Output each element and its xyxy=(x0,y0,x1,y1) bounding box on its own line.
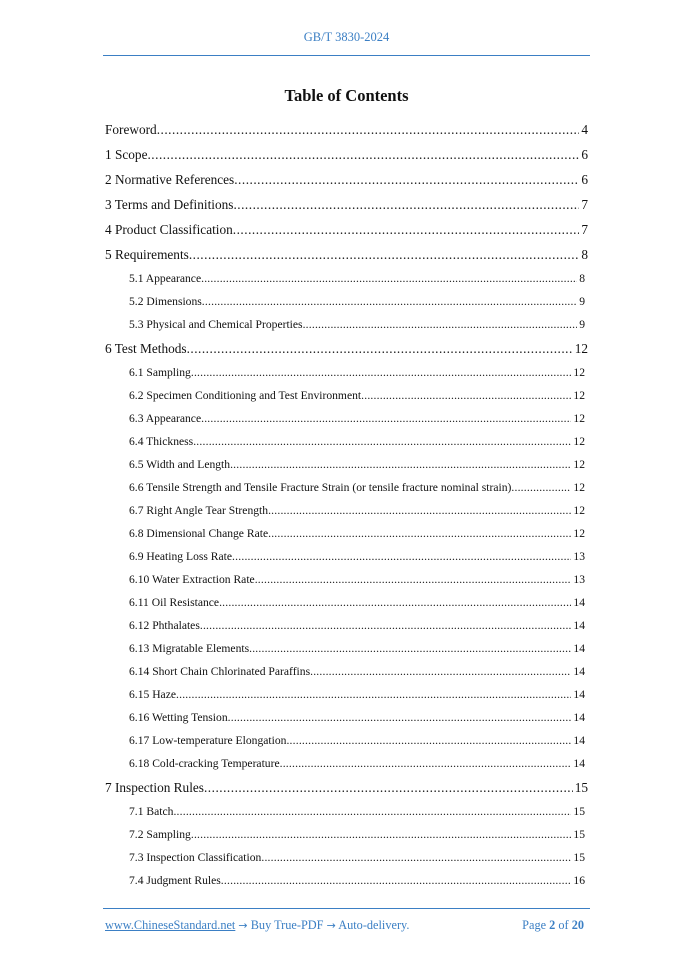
toc-entry-title: 6.10 Water Extraction Rate xyxy=(129,573,255,586)
toc-entry-page-number: 15 xyxy=(573,828,585,841)
toc-entry-title: 6.13 Migratable Elements xyxy=(129,642,250,655)
toc-entry[interactable] xyxy=(105,685,588,708)
page-current: 2 xyxy=(549,918,556,932)
toc-entry-page-number: 8 xyxy=(579,272,585,285)
toc-entry[interactable] xyxy=(105,501,588,524)
toc-dot-leader xyxy=(219,593,571,613)
toc-entry[interactable] xyxy=(105,169,588,194)
toc-entry[interactable] xyxy=(105,144,588,169)
toc-entry-title: 1 Scope xyxy=(105,147,148,162)
footer-delivery-text: Auto-delivery. xyxy=(338,918,410,932)
footer-buy-text: Buy True-PDF xyxy=(250,918,324,932)
toc-entry-page-number: 16 xyxy=(573,874,585,887)
toc-entry-title: 6.15 Haze xyxy=(129,688,176,701)
toc-dot-leader xyxy=(255,570,572,590)
toc-entry-page-number: 12 xyxy=(573,504,585,517)
toc-entry-title: Foreword xyxy=(105,122,157,137)
toc-entry-title: 4 Product Classification xyxy=(105,222,233,237)
toc-entry[interactable] xyxy=(105,754,588,777)
toc-entry-page-number: 12 xyxy=(573,481,585,494)
toc-dot-leader xyxy=(233,219,580,240)
toc-entry[interactable] xyxy=(105,777,588,802)
toc-entry-page-number: 12 xyxy=(573,412,585,425)
toc-entry[interactable] xyxy=(105,848,588,871)
arrow-right-icon: → xyxy=(326,919,336,932)
toc-dot-leader xyxy=(303,315,578,335)
toc-entry[interactable] xyxy=(105,194,588,219)
toc-entry-page-number: 7 xyxy=(581,197,588,212)
toc-dot-leader xyxy=(191,825,572,845)
toc-entry-title: 6.18 Cold-cracking Temperature xyxy=(129,757,280,770)
toc-entry-title: 6.3 Appearance xyxy=(129,412,202,425)
toc-entry-title: 6.16 Wetting Tension xyxy=(129,711,228,724)
toc-dot-leader xyxy=(286,731,571,751)
toc-entry-page-number: 14 xyxy=(573,619,585,632)
toc-entry-title: 6.14 Short Chain Chlorinated Paraffins xyxy=(129,665,311,678)
toc-entry[interactable] xyxy=(105,616,588,639)
toc-entry[interactable] xyxy=(105,708,588,731)
toc-entry-title: 6.2 Specimen Conditioning and Test Environment xyxy=(129,389,362,402)
document-header-code: GB/T 3830-2024 xyxy=(303,30,390,44)
toc-entry-page-number: 15 xyxy=(574,780,588,795)
toc-dot-leader xyxy=(230,455,571,475)
toc-entry-page-number: 9 xyxy=(579,295,585,308)
toc-entry-title: 6.5 Width and Length xyxy=(129,458,231,471)
toc-entry-page-number: 12 xyxy=(573,458,585,471)
toc-entry-page-number: 4 xyxy=(581,122,588,137)
toc-entry-page-number: 14 xyxy=(573,734,585,747)
toc-entry[interactable] xyxy=(105,432,588,455)
toc-entry[interactable] xyxy=(105,219,588,244)
toc-dot-leader xyxy=(232,547,571,567)
toc-entry-title: 6.8 Dimensional Change Rate xyxy=(129,527,269,540)
toc-entry[interactable] xyxy=(105,119,588,144)
toc-entry-title: 7.2 Sampling xyxy=(129,828,191,841)
toc-entry-page-number: 13 xyxy=(573,573,585,586)
toc-dot-leader xyxy=(280,754,572,774)
toc-entry[interactable] xyxy=(105,547,588,570)
toc-entry-page-number: 12 xyxy=(573,366,585,379)
toc-entry[interactable] xyxy=(105,662,588,685)
toc-dot-leader xyxy=(261,848,571,868)
toc-dot-leader xyxy=(268,524,571,544)
toc-entry-title: 7.3 Inspection Classification xyxy=(129,851,262,864)
toc-entry[interactable] xyxy=(105,570,588,593)
toc-entry-title: 2 Normative References xyxy=(105,172,235,187)
toc-dot-leader xyxy=(268,501,571,521)
toc-entry-title: 6.4 Thickness xyxy=(129,435,194,448)
toc-entry-page-number: 6 xyxy=(581,172,588,187)
toc-entry[interactable] xyxy=(105,292,588,315)
toc-dot-leader xyxy=(511,478,571,498)
toc-entry[interactable] xyxy=(105,338,588,363)
toc-entry-page-number: 13 xyxy=(573,550,585,563)
toc-entry[interactable] xyxy=(105,524,588,547)
toc-dot-leader xyxy=(157,119,580,140)
toc-dot-leader xyxy=(201,409,571,429)
toc-entry[interactable] xyxy=(105,363,588,386)
toc-dot-leader xyxy=(204,777,573,798)
toc-entry-title: 6.9 Heating Loss Rate xyxy=(129,550,233,563)
toc-entry-title: 5.3 Physical and Chemical Properties xyxy=(129,318,303,331)
toc-dot-leader xyxy=(202,292,577,312)
page-total: 20 xyxy=(571,918,584,932)
toc-entry[interactable] xyxy=(105,478,588,501)
toc-entry-page-number: 8 xyxy=(581,247,588,262)
toc-entry-title: 7 Inspection Rules xyxy=(105,780,204,795)
toc-entry-title: 5.2 Dimensions xyxy=(129,295,202,308)
toc-entry-title: 6.12 Phthalates xyxy=(129,619,200,632)
toc-entry[interactable] xyxy=(105,871,588,894)
toc-entry-page-number: 15 xyxy=(573,851,585,864)
toc-entry-page-number: 6 xyxy=(581,147,588,162)
toc-dot-leader xyxy=(233,194,579,215)
toc-entry[interactable] xyxy=(105,269,588,292)
toc-entry[interactable] xyxy=(105,593,588,616)
toc-dot-leader xyxy=(189,244,580,265)
toc-dot-leader xyxy=(201,269,577,289)
toc-dot-leader xyxy=(200,616,572,636)
toc-entry-title: 6.7 Right Angle Tear Strength xyxy=(129,504,269,517)
toc-entry[interactable] xyxy=(105,315,588,338)
toc-entry-title: 6.11 Oil Resistance xyxy=(129,596,220,609)
header-divider xyxy=(103,55,590,56)
footer-promo xyxy=(105,918,409,933)
toc-entry-title: 6.1 Sampling xyxy=(129,366,191,379)
toc-dot-leader xyxy=(249,639,571,659)
toc-entry-title: 7.1 Batch xyxy=(129,805,174,818)
toc-entry-page-number: 12 xyxy=(573,389,585,402)
toc-entry[interactable] xyxy=(105,639,588,662)
toc-dot-leader xyxy=(187,338,573,359)
toc-entry[interactable] xyxy=(105,825,588,848)
toc-list xyxy=(105,119,588,894)
page-label: Page xyxy=(522,918,547,932)
toc-entry[interactable] xyxy=(105,386,588,409)
toc-entry-title: 5.1 Appearance xyxy=(129,272,202,285)
toc-dot-leader xyxy=(191,363,572,383)
toc-entry-page-number: 7 xyxy=(581,222,588,237)
toc-entry-title: 3 Terms and Definitions xyxy=(105,197,234,212)
toc-entry-page-number: 15 xyxy=(573,805,585,818)
toc-dot-leader xyxy=(173,802,571,822)
footer-site-link[interactable]: www.ChineseStandard.net xyxy=(105,918,236,932)
toc-entry[interactable] xyxy=(105,409,588,432)
toc-entry-title: 5 Requirements xyxy=(105,247,189,262)
toc-entry-page-number: 12 xyxy=(574,341,588,356)
toc-entry[interactable] xyxy=(105,731,588,754)
toc-entry-title: 6.6 Tensile Strength and Tensile Fracture Strain (or tensile fracture nominal strain) xyxy=(129,481,512,494)
toc-title: Table of Contents xyxy=(284,86,409,105)
toc-dot-leader xyxy=(221,871,572,891)
page-of-label: of xyxy=(558,918,569,932)
toc-dot-leader xyxy=(361,386,571,406)
footer-divider xyxy=(103,908,590,909)
toc-entry-page-number: 9 xyxy=(579,318,585,331)
page-indicator xyxy=(522,918,584,933)
toc-dot-leader xyxy=(193,432,571,452)
toc-entry-title: 6.17 Low-temperature Elongation xyxy=(129,734,287,747)
toc-dot-leader xyxy=(176,685,571,705)
toc-entry-page-number: 14 xyxy=(573,711,585,724)
toc-dot-leader xyxy=(228,708,572,728)
toc-entry-page-number: 12 xyxy=(573,527,585,540)
toc-entry[interactable] xyxy=(105,802,588,825)
toc-dot-leader xyxy=(234,169,579,190)
toc-entry-page-number: 12 xyxy=(573,435,585,448)
toc-entry-title: 6 Test Methods xyxy=(105,341,187,356)
toc-entry-page-number: 14 xyxy=(573,757,585,770)
toc-entry-title: 7.4 Judgment Rules xyxy=(129,874,221,887)
toc-entry-page-number: 14 xyxy=(573,665,585,678)
toc-dot-leader xyxy=(147,144,579,165)
arrow-right-icon: → xyxy=(238,919,248,932)
toc-entry[interactable] xyxy=(105,244,588,269)
toc-entry-page-number: 14 xyxy=(573,642,585,655)
toc-dot-leader xyxy=(310,662,571,682)
toc-entry-page-number: 14 xyxy=(573,596,585,609)
toc-entry-page-number: 14 xyxy=(573,688,585,701)
toc-entry[interactable] xyxy=(105,455,588,478)
